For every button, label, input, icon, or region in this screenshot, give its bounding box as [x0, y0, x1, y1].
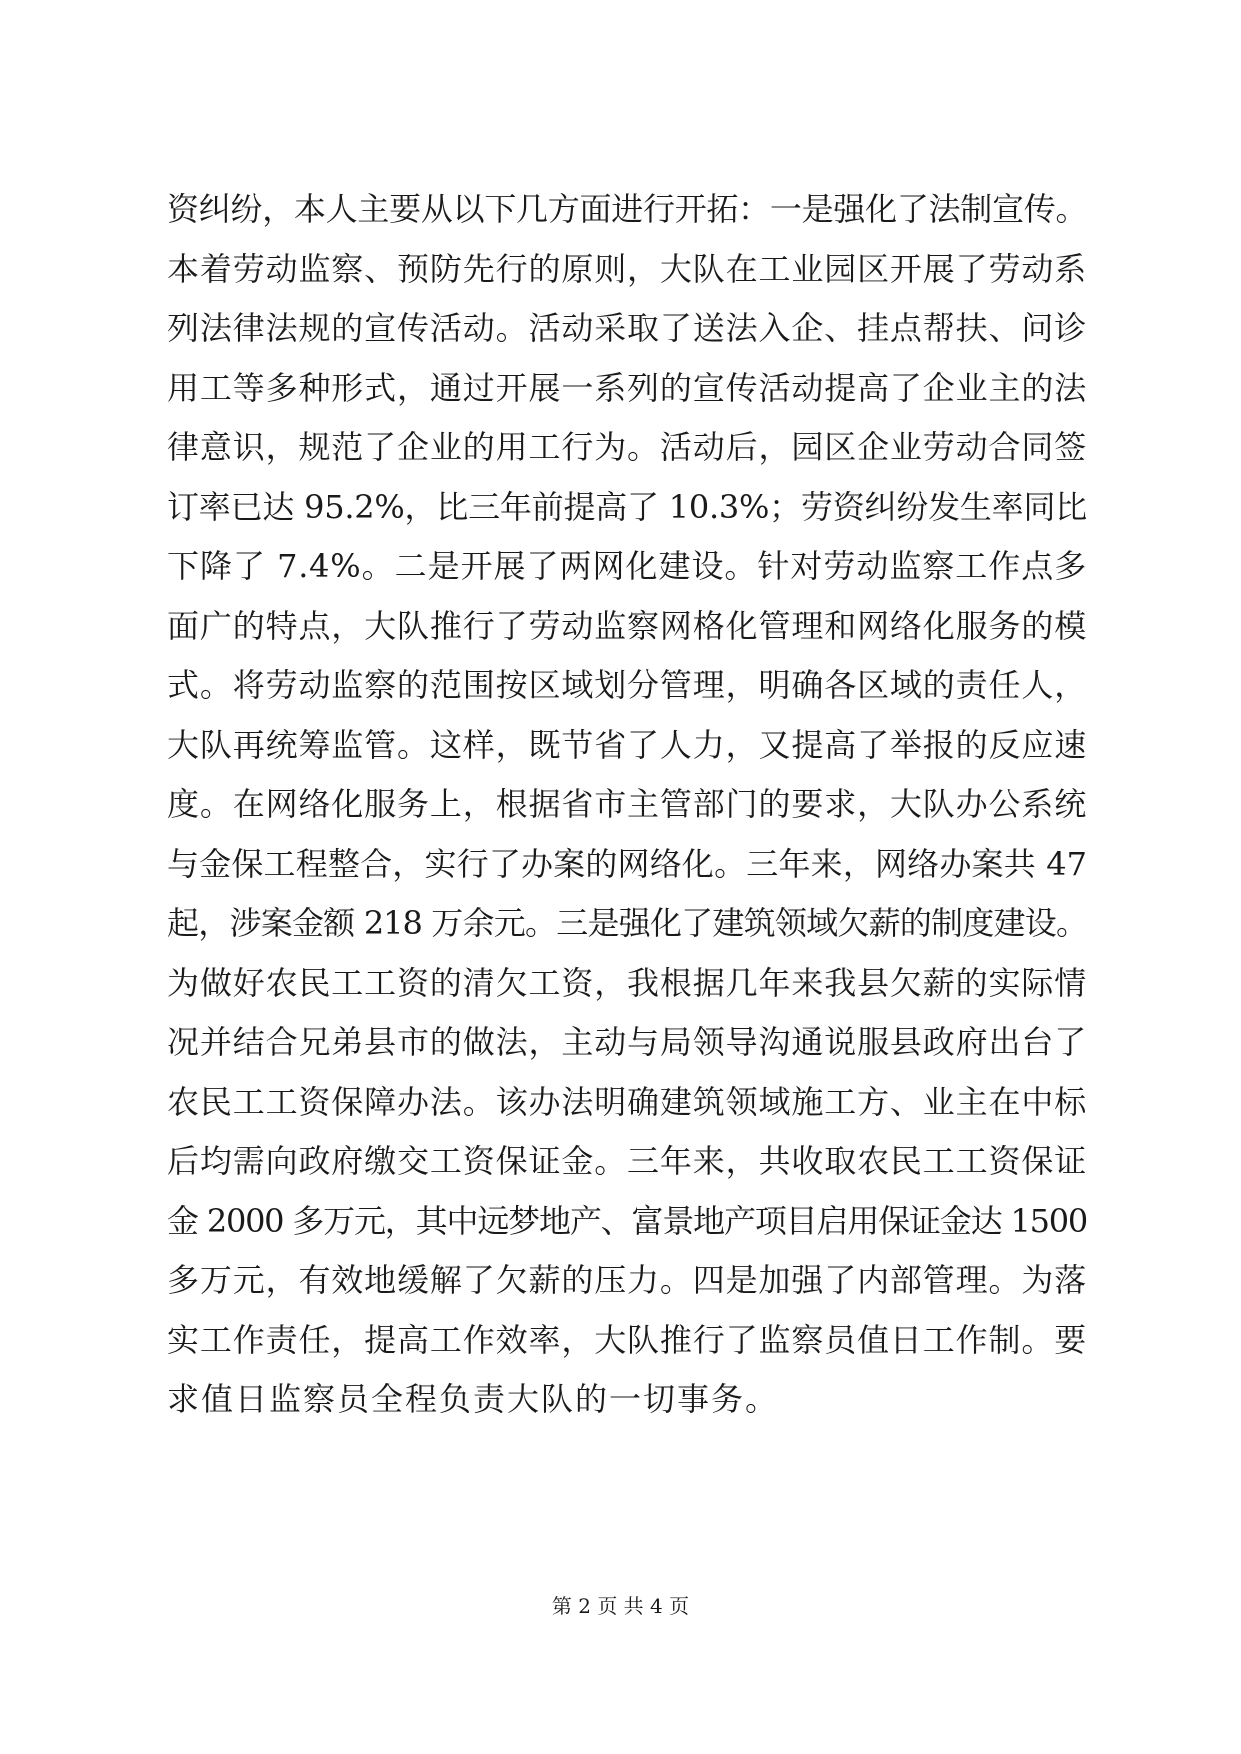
body-paragraph [167, 180, 1087, 1430]
text-line: 用工等多种形式，通过开展一系列的宣传活动提高了企业主的法 [167, 368, 1087, 407]
text-line: 订率已达 95.2%，比三年前提高了 10.3%；劳资纠纷发生率同比 [167, 487, 1087, 526]
page-number-footer: 第 2 页 共 4 页 [551, 1594, 690, 1618]
text-line: 农民工工资保障办法。该办法明确建筑领域施工方、业主在中标 [167, 1082, 1087, 1121]
text-line: 律意识，规范了企业的用工行为。活动后，园区企业劳动合同签 [167, 428, 1087, 466]
text-line: 下降了 7.4%。二是开展了两网化建设。针对劳动监察工作点多 [167, 547, 1087, 585]
text-line: 大队再统筹监管。这样，既节省了人力，又提高了举报的反应速 [167, 725, 1087, 764]
text-line: 度。在网络化服务上，根据省市主管部门的要求，大队办公系统 [167, 785, 1087, 823]
text-line: 资纠纷，本人主要从以下几方面进行开拓：一是强化了法制宣传。 [167, 190, 1087, 228]
text-line: 多万元，有效地缓解了欠薪的压力。四是加强了内部管理。为落 [167, 1261, 1087, 1299]
text-line: 列法律法规的宣传活动。活动采取了送法入企、挂点帮扶、问诊 [167, 309, 1087, 347]
text-line: 式。将劳动监察的范围按区域划分管理，明确各区域的责任人， [167, 666, 1087, 704]
text-line: 求值日监察员全程负责大队的一切事务。 [167, 1380, 780, 1418]
text-line: 为做好农民工工资的清欠工资，我根据几年来我县欠薪的实际情 [167, 963, 1087, 1002]
text-line: 后均需向政府缴交工资保证金。三年来，共收取农民工工资保证 [167, 1142, 1087, 1180]
text-line: 本着劳动监察、预防先行的原则，大队在工业园区开展了劳动系 [167, 249, 1087, 288]
text-line: 与金保工程整合，实行了办案的网络化。三年来，网络办案共 47 [167, 844, 1087, 883]
text-line: 面广的特点，大队推行了劳动监察网格化管理和网络化服务的模 [167, 606, 1087, 645]
text-line: 实工作责任，提高工作效率，大队推行了监察员值日工作制。要 [167, 1320, 1087, 1359]
text-line: 起，涉案金额 218 万余元。三是强化了建筑领域欠薪的制度建设。 [167, 904, 1087, 942]
text-line: 况并结合兄弟县市的做法，主动与局领导沟通说服县政府出台了 [167, 1023, 1087, 1061]
text-line: 金 2000 多万元，其中远梦地产、富景地产项目启用保证金达 1500 [167, 1201, 1087, 1240]
